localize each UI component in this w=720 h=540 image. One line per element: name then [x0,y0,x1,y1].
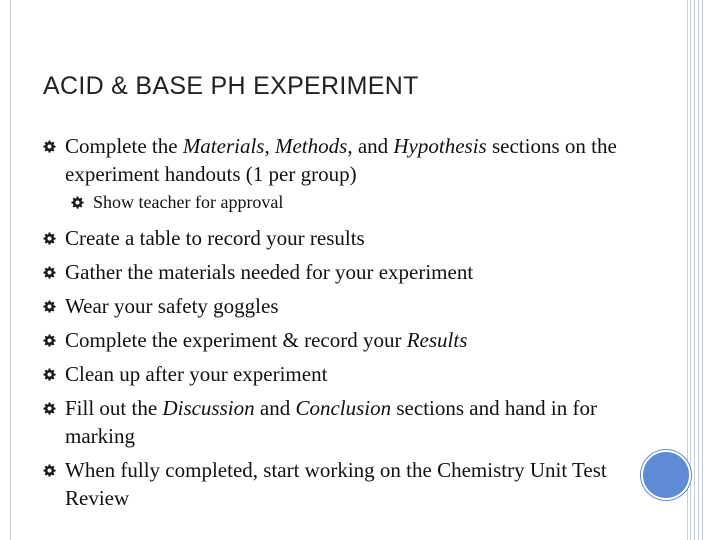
italic-term: Hypothesis [393,134,487,158]
text-run: Show teacher for approval [93,192,284,212]
text-run: Fill out the [65,396,163,420]
bullet-text [65,396,597,448]
bullet-item [43,360,643,388]
bullet-item [43,258,643,286]
gear-icon [43,140,56,153]
sub-bullet-item [71,190,643,214]
bullet-item [43,292,643,320]
decorative-circle [641,450,691,500]
bullet-item [43,326,643,354]
text-run: Wear your safety goggles [65,294,279,318]
text-run: Complete the [65,134,183,158]
bullet-text [65,260,473,284]
text-run: Clean up after your experiment [65,362,328,386]
gear-icon [43,464,56,477]
text-run: sections and hand in for marking [65,396,597,448]
gear-icon [43,300,56,313]
text-run: Complete the experiment & record your [65,328,407,352]
italic-term: Methods [274,134,348,158]
bullet-item [43,394,643,450]
bullet-text [65,458,607,510]
text-run: When fully completed, start working on the Chemistry Unit Test Review [65,458,607,510]
decorative-stripes [690,0,706,540]
text-run: , [264,134,275,158]
slide-title: ACID & BASE PH EXPERIMENT [43,72,419,100]
gear-icon [71,196,84,209]
text-run: sections on the experiment handouts (1 per group) [65,134,617,186]
italic-term: Discussion [162,396,255,420]
bullet-text [65,134,617,186]
bullet-text [93,192,283,212]
gear-icon [43,266,56,279]
bullet-item [43,224,643,252]
italic-term: Conclusion [295,396,392,420]
bullet-text [65,294,279,318]
bullet-text [65,328,467,352]
text-run: Create a table to record your results [65,226,365,250]
italic-term: Materials [182,134,265,158]
bullet-text [65,226,365,250]
gear-icon [43,402,56,415]
gear-icon [43,232,56,245]
bullet-list [43,132,643,518]
text-run: Gather the materials needed for your experiment [65,260,474,284]
bullet-text [65,362,327,386]
bullet-item [43,456,643,512]
bullet-item [43,132,643,188]
text-run: , and [347,134,394,158]
text-run: and [254,396,296,420]
gear-icon [43,368,56,381]
italic-term: Results [406,328,468,352]
gear-icon [43,334,56,347]
